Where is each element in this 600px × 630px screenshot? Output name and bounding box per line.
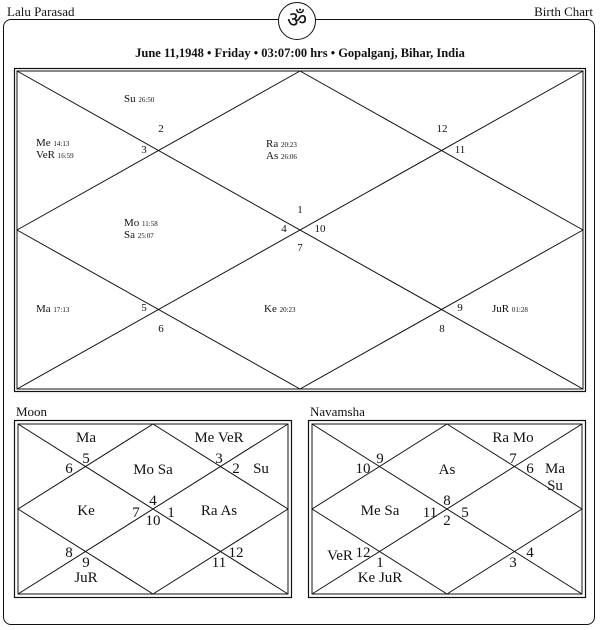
house-number: 11 — [422, 505, 438, 521]
planet-label: JuR — [74, 570, 98, 586]
planet-label: Me 14:13 — [36, 137, 70, 149]
house-number: 11 — [454, 144, 466, 156]
navamsha-chart — [308, 420, 586, 598]
planet-label: Ra 20:23 — [266, 138, 297, 150]
house-number: 10 — [145, 513, 161, 529]
moon-chart — [14, 420, 292, 598]
planet-label: Ra Mo — [492, 430, 534, 446]
planet-label: As 26:06 — [266, 150, 297, 162]
house-number: 8 — [65, 545, 73, 561]
house-number: 3 — [141, 144, 147, 156]
planet-label: Sa 25:07 — [124, 229, 154, 241]
person-name: Lalu Parasad — [7, 4, 75, 19]
planet-label: VeR 16:59 — [36, 149, 74, 161]
house-number: 7 — [297, 242, 303, 254]
house-number: 9 — [82, 555, 90, 571]
house-number: 10 — [355, 461, 371, 477]
main-birth-chart — [14, 68, 586, 392]
planet-label: Ma — [76, 430, 96, 446]
planet-label: Ke JuR — [357, 570, 403, 586]
planet-label: Ke — [77, 503, 95, 519]
house-number: 9 — [457, 302, 463, 314]
house-number: 12 — [228, 545, 244, 561]
house-number: 2 — [232, 461, 240, 477]
house-number: 12 — [436, 123, 448, 135]
house-number: 2 — [443, 513, 451, 529]
birth-info: June 11,1948 • Friday • 03:07:00 hrs • Gopalganj, Bihar, India — [135, 46, 465, 60]
planet-label: Ke 20:23 — [264, 303, 296, 315]
house-number: 7 — [509, 451, 517, 467]
planet-label: Ma — [545, 461, 565, 477]
planet-label: Mo Sa — [133, 462, 173, 478]
house-number: 3 — [509, 555, 517, 571]
house-number: 9 — [376, 451, 384, 467]
planet-label: Me Sa — [360, 503, 400, 519]
house-number: 3 — [215, 451, 223, 467]
house-number: 6 — [526, 461, 534, 477]
planet-label: Ma 17:13 — [36, 303, 70, 315]
house-number: 1 — [376, 555, 384, 571]
house-number: 8 — [439, 323, 445, 335]
planet-label: As — [438, 462, 456, 478]
planet-label: Me VeR — [194, 430, 244, 446]
house-number: 4 — [526, 545, 534, 561]
planet-label: VeR — [327, 548, 353, 564]
house-number: 6 — [65, 461, 73, 477]
house-number: 12 — [355, 545, 371, 561]
moon-chart-label: Moon — [16, 404, 48, 419]
planet-label: Su 26:50 — [124, 93, 155, 105]
house-number: 6 — [158, 323, 164, 335]
planet-label: Su — [253, 461, 269, 477]
house-number: 2 — [158, 123, 164, 135]
navamsha-chart-label: Navamsha — [310, 404, 365, 419]
planet-label: Su — [547, 478, 563, 494]
house-number: 4 — [149, 493, 157, 509]
house-number: 11 — [211, 555, 227, 571]
house-number: 5 — [82, 451, 90, 467]
om-icon: ॐ — [278, 2, 316, 40]
house-number: 1 — [297, 204, 303, 216]
house-number: 10 — [314, 223, 326, 235]
house-number: 8 — [443, 493, 451, 509]
chart-title: Birth Chart — [534, 4, 593, 19]
house-number: 4 — [281, 223, 287, 235]
house-number: 1 — [167, 505, 175, 521]
house-number: 7 — [132, 505, 140, 521]
planet-label: Ra As — [200, 503, 238, 519]
house-number: 5 — [141, 302, 147, 314]
planet-label: Mo 11:58 — [124, 217, 158, 229]
planet-label: JuR 01:28 — [492, 303, 528, 315]
house-number: 5 — [461, 505, 469, 521]
